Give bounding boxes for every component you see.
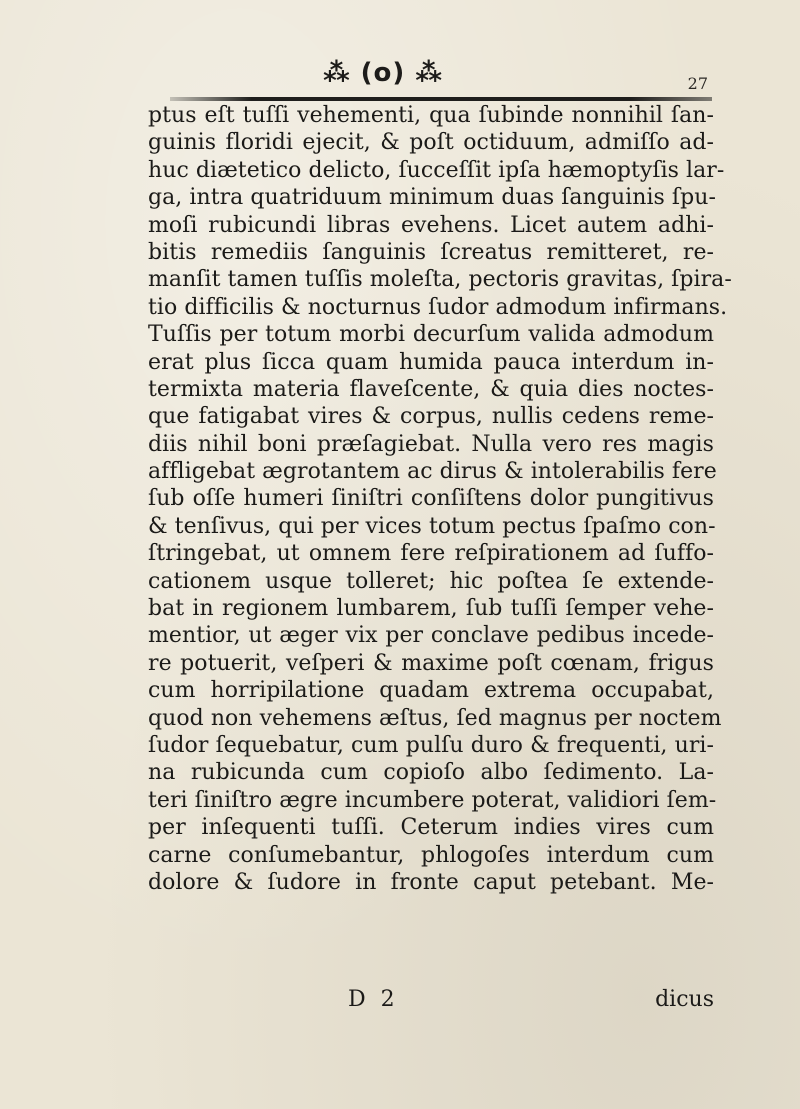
text-line: ga, intra quatriduum minimum duas ſanguinis ſpu- <box>148 185 716 211</box>
text-line: ſub oſſe humeri ſiniſtri conſiſtens dolor pungitivus <box>148 486 714 512</box>
text-line: que fatigabat vires & corpus, nullis cedens reme- <box>148 404 714 430</box>
page-footer <box>148 986 714 1014</box>
page-header <box>0 50 800 100</box>
header-rule <box>170 97 712 101</box>
text-line: diis nihil boni præſagiebat. Nulla vero res magis <box>148 431 714 457</box>
text-line: moſi rubicundi libras evehens. Licet autem adhi- <box>148 212 714 238</box>
text-line: teri ſiniſtro ægre incumbere poterat, validiori ſem- <box>148 787 717 813</box>
text-line: huc diætetico delicto, ſucceſſit ipſa hæmoptyſis lar- <box>148 157 725 183</box>
page-number: 27 <box>687 74 708 93</box>
ornament-right-icon: ⁂ <box>415 58 443 88</box>
text-line: ſudor ſequebatur, cum pulſu duro & frequenti, uri- <box>148 732 714 758</box>
text-line: tio difficilis & nocturnus ſudor admodum infirmans. <box>148 294 728 320</box>
text-line: na rubicunda cum copioſo albo ſedimento. La- <box>148 760 714 786</box>
text-line: ptus eſt tuſſi vehementi, qua ſubinde nonnihil ſan- <box>148 103 714 128</box>
text-line: manſit tamen tuſſis moleſta, pectoris gravitas, ſpira- <box>148 267 732 293</box>
text-line: guinis floridi ejecit, & poſt octiduum, admiſſo ad- <box>148 130 714 156</box>
text-line: bitis remediis ſanguinis ſcreatus remitteret, re- <box>148 239 714 265</box>
text-line: re potuerit, veſperi & maxime poſt cœnam, frigus <box>148 650 714 676</box>
text-line: bat in regionem lumbarem, ſub tuſſi ſemper vehe- <box>148 596 714 622</box>
text-line: per inſequenti tuſſi. Ceterum indies vires cum <box>148 815 714 841</box>
body-text <box>148 102 732 896</box>
text-line: Tuſſis per totum morbi decurſum valida admodum <box>148 322 714 348</box>
ornament-center-icon: (o) <box>360 58 406 88</box>
text-line: ſtringebat, ut omnem fere reſpirationem ad ſuffo- <box>148 541 714 567</box>
text-line: carne conſumebantur, phlogoſes interdum cum <box>148 842 714 868</box>
text-line: cum horripilatione quadam extrema occupabat, <box>148 678 714 704</box>
ornament-left-icon: ⁂ <box>323 58 351 88</box>
text-line: mentior, ut æger vix per conclave pedibus incede- <box>148 623 714 649</box>
text-line: quod non vehemens æſtus, ſed magnus per noctem <box>148 705 722 731</box>
text-line: affligebat ægrotantem ac dirus & intolerabilis fere <box>148 459 717 485</box>
catchword: dicus <box>655 987 714 1012</box>
text-line: dolore & ſudore in fronte caput petebant. Me- <box>148 869 714 895</box>
signature-mark: D 2 <box>348 987 399 1012</box>
text-line: & tenſivus, qui per vices totum pectus ſpaſmo con- <box>148 513 716 539</box>
text-line: erat plus ſicca quam humida pauca interdum in- <box>148 349 714 375</box>
text-line: cationem usque tolleret; hic poſtea ſe extende- <box>148 568 714 594</box>
header-ornament <box>278 55 488 91</box>
text-line: termixta materia flaveſcente, & quia dies noctes- <box>148 376 714 402</box>
